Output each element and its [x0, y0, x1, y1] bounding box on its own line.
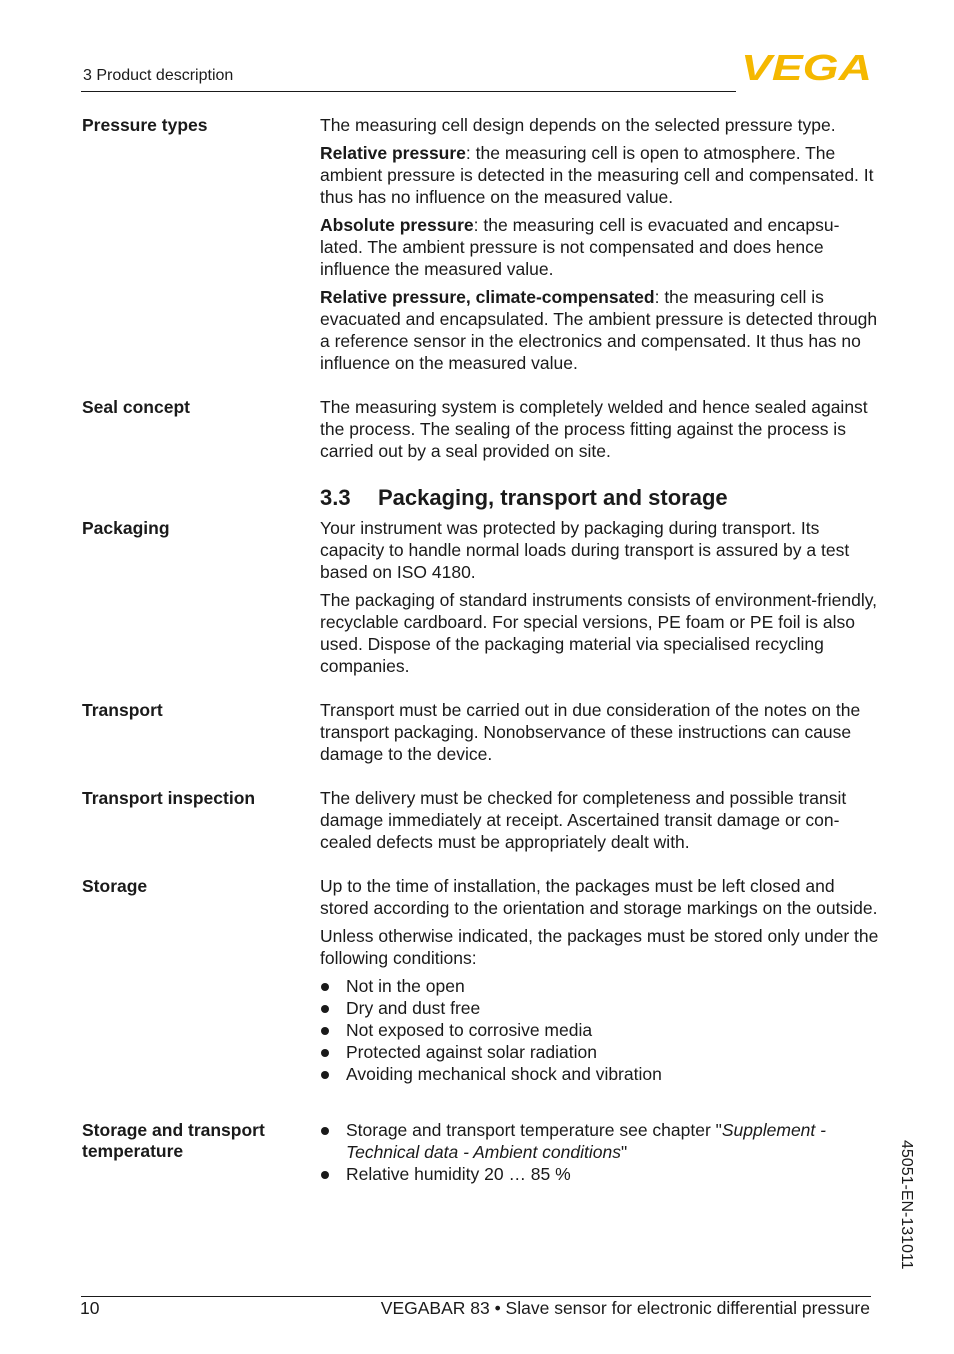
label-storage-transport-temperature: Storage and transport temperature [82, 1120, 265, 1161]
list-item: Not in the open [320, 975, 880, 997]
section-number: 3.3 [320, 485, 351, 510]
list-item: Relative humidity 20 … 85 % [320, 1163, 880, 1185]
list-item: Dry and dust free [320, 997, 880, 1019]
packaging-body [320, 517, 880, 683]
bullet-icon [321, 1171, 329, 1179]
section-title: Packaging, transport and storage [378, 485, 728, 510]
bullet-icon [321, 1049, 329, 1057]
label-transport-inspection: Transport inspection [82, 788, 256, 808]
label-storage: Storage [82, 876, 148, 896]
pressure-types-intro: The measuring cell design depends on the selected pressure type. [320, 115, 836, 135]
transport-text: Transport must be carried out in due consideration of the notes on the transport packaging. Nonobservance of these instructions can cause damage to the device. [320, 700, 861, 764]
storage-temp-list [320, 1119, 880, 1185]
page-number: 10 [80, 1298, 100, 1318]
storage-body [320, 875, 880, 1085]
bullet-icon [321, 1027, 329, 1035]
footer-divider [81, 1296, 871, 1297]
pressure-types-body [320, 114, 880, 380]
list-item: Avoiding mechanical shock and vibration [320, 1063, 880, 1085]
header-divider [81, 91, 736, 92]
header-section-title: 3 Product description [83, 67, 234, 84]
storage-para-2: Unless otherwise indicated, the packages must be stored only under the following conditions: [320, 926, 879, 968]
bullet-icon [321, 983, 329, 991]
relative-pressure-para: Relative pressure: the measuring cell is open to atmosphere. The ambient pressure is detected in the measuring cell and compensated. It thus has no influence on the measured value. [320, 143, 874, 207]
label-packaging: Packaging [82, 518, 170, 538]
transport-body [320, 699, 880, 771]
storage-temp-body [320, 1119, 880, 1185]
seal-concept-body [320, 396, 880, 468]
footer-document-title: VEGABAR 83 • Slave sensor for electronic differential pressure [380, 1298, 870, 1318]
climate-compensated-para: Relative pressure, climate-compensated: the measuring cell is evacuated and encapsulated. The ambient pressure is detected through a reference sensor in the electronics and compensated. It thus has no influence on the measured value. [320, 287, 878, 373]
label-pressure-types: Pressure types [82, 115, 208, 135]
packaging-para-2: The packaging of standard instruments consists of environment-friendly, recyclable cardboard. For special versions, PE foam or PE foil is also used. Dispose of the packaging material via specialised recycling companies. [320, 590, 878, 676]
bullet-icon [321, 1127, 329, 1135]
document-code: 45051-EN-131011 [898, 1140, 915, 1270]
list-item: Storage and transport temperature see chapter "Supplement - Technical data - Ambient conditions" [320, 1119, 880, 1163]
seal-concept-text: The measuring system is completely welded and hence sealed against the process. The sealing of the process fitting against the process is carried out by a seal provided on site. [320, 397, 868, 461]
section-heading [320, 485, 728, 511]
bullet-icon [321, 1071, 329, 1079]
bullet-icon [321, 1005, 329, 1013]
list-item: Protected against solar radiation [320, 1041, 880, 1063]
label-seal-concept: Seal concept [82, 397, 190, 417]
vega-logo [741, 52, 872, 82]
list-item: Not exposed to corrosive media [320, 1019, 880, 1041]
transport-inspection-body [320, 787, 880, 859]
packaging-para-1: Your instrument was protected by packaging during transport. Its capacity to handle normal loads during transport is assured by a test based on ISO 4180. [320, 518, 850, 582]
transport-inspection-text: The delivery must be checked for completeness and possible transit damage immediately at receipt. Ascertained transit damage or con-cealed defects must be appropriately dealt with. [320, 788, 847, 852]
storage-para-1: Up to the time of installation, the packages must be left closed and stored according to the orientation and storage markings on the outside. [320, 876, 878, 918]
storage-conditions-list [320, 975, 880, 1085]
logo-text: VEGA [741, 52, 872, 82]
absolute-pressure-para: Absolute pressure: the measuring cell is evacuated and encapsu-lated. The ambient pressure is not compensated and does hence influence the measured value. [320, 215, 840, 279]
label-transport: Transport [82, 700, 163, 720]
